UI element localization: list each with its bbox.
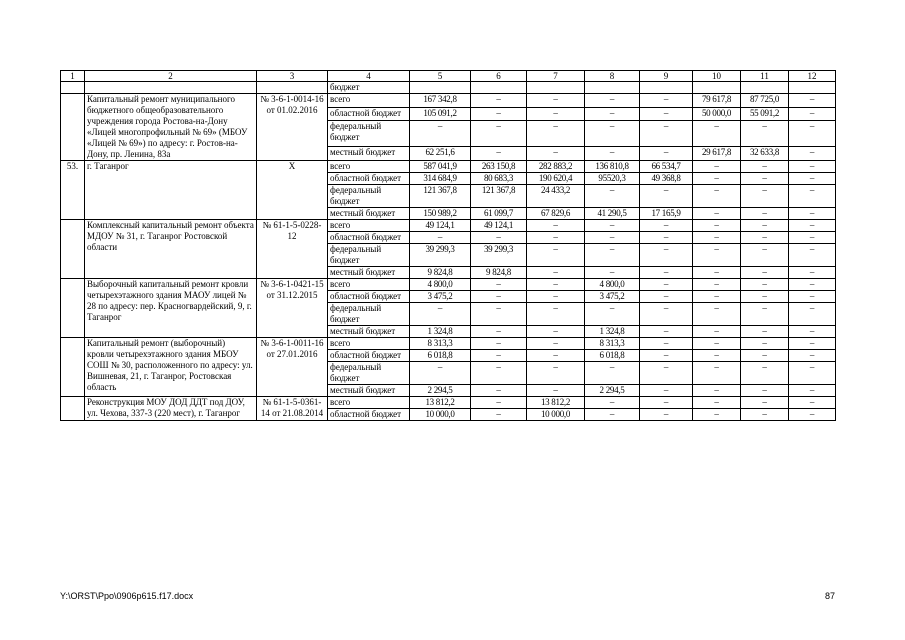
amount-cell: – <box>789 303 836 326</box>
amount-cell: – <box>471 397 527 409</box>
table-row <box>61 397 836 409</box>
amount-cell: – <box>693 362 741 385</box>
amount-cell: – <box>741 279 789 291</box>
amount-cell: – <box>741 303 789 326</box>
amount-cell: – <box>585 220 640 232</box>
amount-cell: – <box>585 121 640 147</box>
amount-cell: – <box>789 279 836 291</box>
amount-cell: 49 124,1 <box>471 220 527 232</box>
funding-source-cell: местный бюджет <box>328 267 410 279</box>
table-cell <box>741 82 789 94</box>
footer-file-path: Y:\ORST\Ppo\0906p615.f17.docx <box>60 591 194 601</box>
amount-cell: – <box>789 326 836 338</box>
amount-cell: – <box>640 94 693 108</box>
amount-cell: – <box>410 362 471 385</box>
amount-cell: – <box>527 244 585 267</box>
amount-cell: 3 475,2 <box>410 291 471 303</box>
amount-cell: 24 433,2 <box>527 185 585 208</box>
amount-cell: – <box>640 267 693 279</box>
amount-cell: 121 367,8 <box>471 185 527 208</box>
amount-cell: 41 290,5 <box>585 208 640 220</box>
funding-source-cell: всего <box>328 94 410 108</box>
amount-cell: – <box>585 267 640 279</box>
amount-cell: – <box>527 121 585 147</box>
amount-cell: 49 124,1 <box>410 220 471 232</box>
amount-cell: – <box>640 397 693 409</box>
amount-cell: – <box>471 362 527 385</box>
amount-cell: – <box>789 107 836 121</box>
amount-cell: – <box>693 121 741 147</box>
amount-cell: 10 000,0 <box>527 409 585 421</box>
amount-cell: 6 018,8 <box>585 350 640 362</box>
column-header: 9 <box>640 71 693 82</box>
amount-cell: – <box>741 220 789 232</box>
funding-source-cell: федеральный бюджет <box>328 303 410 326</box>
amount-cell: 6 018,8 <box>410 350 471 362</box>
amount-cell: – <box>640 147 693 161</box>
amount-cell: – <box>410 303 471 326</box>
amount-cell: – <box>693 232 741 244</box>
funding-source-cell: всего <box>328 279 410 291</box>
amount-cell: 39 299,3 <box>410 244 471 267</box>
amount-cell: – <box>741 173 789 185</box>
amount-cell: – <box>741 185 789 208</box>
funding-source-cell: федеральный бюджет <box>328 362 410 385</box>
amount-cell: – <box>693 350 741 362</box>
amount-cell: 32 633,8 <box>741 147 789 161</box>
funding-source-cell: федеральный бюджет <box>328 121 410 147</box>
amount-cell: – <box>741 291 789 303</box>
amount-cell: – <box>789 185 836 208</box>
row-number-cell <box>61 397 85 421</box>
funding-source-cell: областной бюджет <box>328 350 410 362</box>
row-number-cell <box>61 220 85 279</box>
object-name-cell: г. Таганрог <box>85 161 257 220</box>
amount-cell: – <box>410 232 471 244</box>
table-cell <box>471 82 527 94</box>
amount-cell: – <box>741 397 789 409</box>
budget-table <box>60 70 836 421</box>
amount-cell: – <box>789 291 836 303</box>
document-number-cell: № 61-1-5-0361-14 от 21.08.2014 <box>257 397 328 421</box>
amount-cell: – <box>527 350 585 362</box>
amount-cell: – <box>640 385 693 397</box>
amount-cell: – <box>585 232 640 244</box>
table-cell <box>257 82 328 94</box>
amount-cell: – <box>471 279 527 291</box>
row-number-cell <box>61 279 85 338</box>
row-number-cell: 53. <box>61 161 85 220</box>
amount-cell: – <box>789 208 836 220</box>
amount-cell: – <box>741 350 789 362</box>
amount-cell: – <box>640 107 693 121</box>
amount-cell: – <box>789 350 836 362</box>
amount-cell: – <box>585 94 640 108</box>
table-cell <box>527 82 585 94</box>
amount-cell: – <box>471 121 527 147</box>
funding-source-cell: всего <box>328 338 410 350</box>
document-number-cell: № 3-6-1-0421-15 от 31.12.2015 <box>257 279 328 338</box>
amount-cell: – <box>741 161 789 173</box>
amount-cell: – <box>693 326 741 338</box>
amount-cell: 29 617,8 <box>693 147 741 161</box>
amount-cell: 167 342,8 <box>410 94 471 108</box>
amount-cell: – <box>741 208 789 220</box>
table-cell <box>61 82 85 94</box>
amount-cell: – <box>693 397 741 409</box>
amount-cell: – <box>585 147 640 161</box>
funding-source-cell: местный бюджет <box>328 208 410 220</box>
page-number: 87 <box>824 591 835 601</box>
amount-cell: 9 824,8 <box>471 267 527 279</box>
amount-cell: 1 324,8 <box>410 326 471 338</box>
amount-cell: – <box>741 121 789 147</box>
amount-cell: 95520,3 <box>585 173 640 185</box>
table-cell: бюджет <box>328 82 410 94</box>
amount-cell: – <box>640 121 693 147</box>
funding-source-cell: федеральный бюджет <box>328 244 410 267</box>
amount-cell: – <box>640 185 693 208</box>
amount-cell: – <box>527 362 585 385</box>
amount-cell: – <box>741 385 789 397</box>
amount-cell: 13 812,2 <box>527 397 585 409</box>
amount-cell: – <box>585 107 640 121</box>
table-cell <box>640 82 693 94</box>
amount-cell: – <box>693 338 741 350</box>
amount-cell: 67 829,6 <box>527 208 585 220</box>
amount-cell: – <box>527 279 585 291</box>
table-cell <box>693 82 741 94</box>
amount-cell: – <box>640 220 693 232</box>
amount-cell: 136 810,8 <box>585 161 640 173</box>
column-header: 11 <box>741 71 789 82</box>
amount-cell: – <box>741 362 789 385</box>
amount-cell: – <box>693 161 741 173</box>
row-number-cell <box>61 338 85 397</box>
amount-cell: 49 368,8 <box>640 173 693 185</box>
amount-cell: 10 000,0 <box>410 409 471 421</box>
funding-source-cell: всего <box>328 397 410 409</box>
amount-cell: – <box>527 220 585 232</box>
amount-cell: 87 725,0 <box>741 94 789 108</box>
amount-cell: – <box>527 291 585 303</box>
amount-cell: – <box>471 94 527 108</box>
funding-source-cell: всего <box>328 220 410 232</box>
table-row <box>61 279 836 291</box>
amount-cell: 150 989,2 <box>410 208 471 220</box>
column-header: 8 <box>585 71 640 82</box>
funding-source-cell: областной бюджет <box>328 409 410 421</box>
amount-cell: – <box>527 94 585 108</box>
amount-cell: 13 812,2 <box>410 397 471 409</box>
column-header: 2 <box>85 71 257 82</box>
amount-cell: 587 041,9 <box>410 161 471 173</box>
table-cell <box>85 82 257 94</box>
amount-cell: – <box>527 232 585 244</box>
funding-source-cell: областной бюджет <box>328 173 410 185</box>
amount-cell: – <box>693 173 741 185</box>
amount-cell: – <box>693 185 741 208</box>
amount-cell: – <box>789 244 836 267</box>
document-number-cell: № 3-6-1-0014-16 от 01.02.2016 <box>257 94 328 161</box>
column-header: 6 <box>471 71 527 82</box>
amount-cell: 55 091,2 <box>741 107 789 121</box>
object-name-cell: Выборочный капитальный ремонт кровли четырехэтажного здания МАОУ лицей № 28 по адресу: пер. Красногвардейский, 9, г. Таганрог <box>85 279 257 338</box>
amount-cell: – <box>693 303 741 326</box>
amount-cell: – <box>471 338 527 350</box>
amount-cell: – <box>585 185 640 208</box>
amount-cell: – <box>789 94 836 108</box>
amount-cell: 4 800,0 <box>585 279 640 291</box>
amount-cell: – <box>741 338 789 350</box>
funding-source-cell: областной бюджет <box>328 291 410 303</box>
amount-cell: 9 824,8 <box>410 267 471 279</box>
amount-cell: – <box>640 232 693 244</box>
amount-cell: – <box>410 121 471 147</box>
amount-cell: – <box>640 279 693 291</box>
amount-cell: 3 475,2 <box>585 291 640 303</box>
amount-cell: 105 091,2 <box>410 107 471 121</box>
amount-cell: 190 620,4 <box>527 173 585 185</box>
amount-cell: – <box>471 303 527 326</box>
object-name-cell: Реконструкция МОУ ДОД ДДТ под ДОУ, ул. Чехова, 337-3 (220 мест), г. Таганрог <box>85 397 257 421</box>
amount-cell: 39 299,3 <box>471 244 527 267</box>
row-number-cell <box>61 94 85 161</box>
amount-cell: – <box>640 350 693 362</box>
amount-cell: 8 313,3 <box>410 338 471 350</box>
amount-cell: 121 367,8 <box>410 185 471 208</box>
amount-cell: 50 000,0 <box>693 107 741 121</box>
funding-source-cell: местный бюджет <box>328 385 410 397</box>
amount-cell: 80 683,3 <box>471 173 527 185</box>
amount-cell: – <box>789 338 836 350</box>
amount-cell: – <box>527 385 585 397</box>
table-cell <box>789 82 836 94</box>
amount-cell: – <box>527 326 585 338</box>
column-header: 1 <box>61 71 85 82</box>
amount-cell: – <box>693 409 741 421</box>
amount-cell: 62 251,6 <box>410 147 471 161</box>
amount-cell: – <box>741 232 789 244</box>
amount-cell: – <box>693 267 741 279</box>
amount-cell: 4 800,0 <box>410 279 471 291</box>
column-header: 12 <box>789 71 836 82</box>
amount-cell: 1 324,8 <box>585 326 640 338</box>
amount-cell: – <box>640 362 693 385</box>
amount-cell: – <box>585 397 640 409</box>
amount-cell: – <box>741 409 789 421</box>
funding-source-cell: областной бюджет <box>328 107 410 121</box>
table-cell <box>585 82 640 94</box>
amount-cell: 17 165,9 <box>640 208 693 220</box>
amount-cell: – <box>789 232 836 244</box>
table-cell <box>410 82 471 94</box>
amount-cell: – <box>789 147 836 161</box>
column-header: 4 <box>328 71 410 82</box>
amount-cell: 66 534,7 <box>640 161 693 173</box>
table-row <box>61 161 836 173</box>
object-name-cell: Капитальный ремонт муниципального бюджетного общеобразовательного учреждения города Ростова-на-Дону «Лицей многопрофильный № 69» (МБОУ «Лицей № 69») по адресу: г. Ростов-на-Дону, пр. Ленина, 83а <box>85 94 257 161</box>
funding-source-cell: местный бюджет <box>328 147 410 161</box>
column-header: 3 <box>257 71 328 82</box>
amount-cell: – <box>640 338 693 350</box>
amount-cell: – <box>585 409 640 421</box>
column-header: 5 <box>410 71 471 82</box>
amount-cell: – <box>471 350 527 362</box>
amount-cell: – <box>693 208 741 220</box>
amount-cell: – <box>640 409 693 421</box>
table-row <box>61 220 836 232</box>
amount-cell: – <box>741 326 789 338</box>
amount-cell: – <box>789 362 836 385</box>
amount-cell: – <box>471 107 527 121</box>
object-name-cell: Комплексный капитальный ремонт объекта МДОУ № 31, г. Таганрог Ростовской области <box>85 220 257 279</box>
amount-cell: 8 313,3 <box>585 338 640 350</box>
amount-cell: – <box>527 107 585 121</box>
column-header: 7 <box>527 71 585 82</box>
amount-cell: 2 294,5 <box>410 385 471 397</box>
amount-cell: – <box>527 338 585 350</box>
amount-cell: – <box>640 303 693 326</box>
amount-cell: 61 099,7 <box>471 208 527 220</box>
amount-cell: – <box>471 232 527 244</box>
amount-cell: 263 150,8 <box>471 161 527 173</box>
amount-cell: – <box>789 161 836 173</box>
amount-cell: – <box>741 267 789 279</box>
continuation-row <box>61 82 836 94</box>
funding-source-cell: местный бюджет <box>328 326 410 338</box>
amount-cell: – <box>527 147 585 161</box>
amount-cell: – <box>789 409 836 421</box>
amount-cell: 314 684,9 <box>410 173 471 185</box>
amount-cell: – <box>471 326 527 338</box>
amount-cell: – <box>789 397 836 409</box>
document-number-cell: № 61-1-5-0228-12 <box>257 220 328 279</box>
funding-source-cell: областной бюджет <box>328 232 410 244</box>
funding-source-cell: всего <box>328 161 410 173</box>
amount-cell: – <box>640 326 693 338</box>
object-name-cell: Капитальный ремонт (выборочный) кровли четырехэтажного здания МБОУ СОШ № 30, расположенного по адресу: ул. Вишневая, 21, г. Таганрог, Ростовская область <box>85 338 257 397</box>
amount-cell: – <box>471 147 527 161</box>
amount-cell: – <box>789 267 836 279</box>
table-row <box>61 94 836 108</box>
table-row <box>61 338 836 350</box>
amount-cell: – <box>789 220 836 232</box>
amount-cell: – <box>527 303 585 326</box>
amount-cell: – <box>693 385 741 397</box>
amount-cell: – <box>693 220 741 232</box>
column-header: 10 <box>693 71 741 82</box>
amount-cell: – <box>741 244 789 267</box>
amount-cell: – <box>527 267 585 279</box>
amount-cell: 2 294,5 <box>585 385 640 397</box>
amount-cell: – <box>789 173 836 185</box>
amount-cell: – <box>693 291 741 303</box>
amount-cell: – <box>585 244 640 267</box>
amount-cell: – <box>585 362 640 385</box>
amount-cell: – <box>693 279 741 291</box>
amount-cell: – <box>640 291 693 303</box>
amount-cell: – <box>471 385 527 397</box>
amount-cell: 282 883,2 <box>527 161 585 173</box>
document-number-cell: № 3-6-1-0011-16 от 27.01.2016 <box>257 338 328 397</box>
amount-cell: – <box>640 244 693 267</box>
funding-source-cell: федеральный бюджет <box>328 185 410 208</box>
amount-cell: – <box>471 291 527 303</box>
amount-cell: – <box>693 244 741 267</box>
amount-cell: – <box>789 385 836 397</box>
amount-cell: – <box>585 303 640 326</box>
table-header-row <box>61 71 836 82</box>
amount-cell: – <box>789 121 836 147</box>
amount-cell: 79 617,8 <box>693 94 741 108</box>
amount-cell: – <box>471 409 527 421</box>
document-number-cell: Х <box>257 161 328 220</box>
